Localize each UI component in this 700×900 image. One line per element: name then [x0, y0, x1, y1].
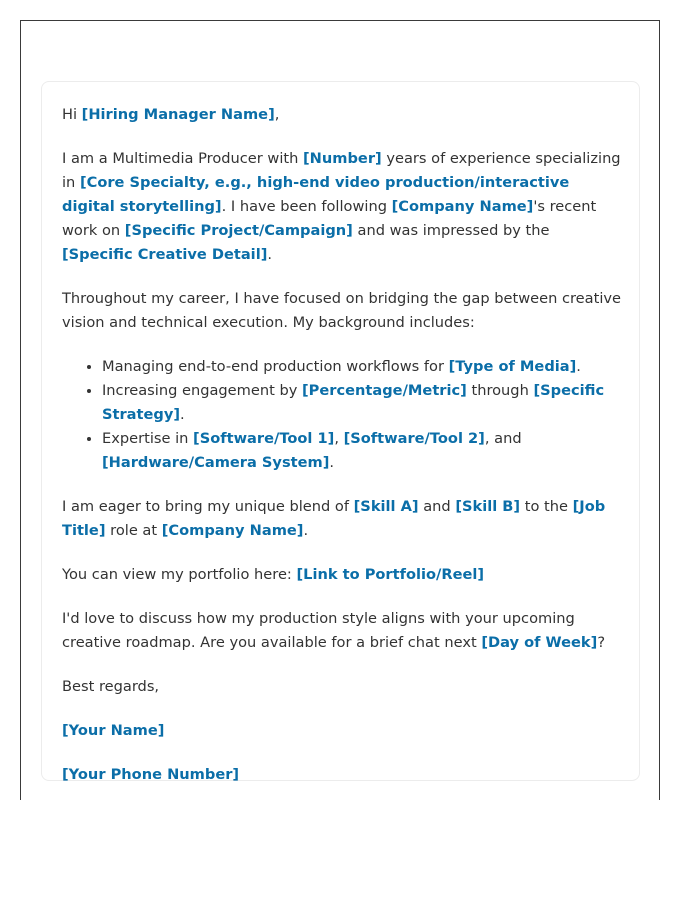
background-paragraph: Throughout my career, I have focused on bridging the gap between creative vision and technical execution. My background includes: [62, 290, 621, 331]
placeholder-skill-b: [Skill B] [455, 498, 521, 515]
placeholder-skill-a: [Skill A] [353, 498, 419, 515]
email-body [62, 103, 622, 807]
closing-text-1: I'd love to discuss how my production style aligns with your upcoming creative roadmap. Are you available for a brief chat next [62, 610, 575, 651]
eager-paragraph [62, 495, 622, 543]
placeholder-your-phone-number: [Your Phone Number] [62, 766, 240, 783]
bullet-1-text-1: Managing end-to-end production workflows for [102, 358, 449, 375]
bullet-2-text-3: . [180, 406, 185, 423]
placeholder-core-specialty: [Core Specialty, e.g., high-end video production/interactive digital storytelling] [62, 174, 570, 215]
greeting-prefix: Hi [62, 106, 82, 123]
placeholder-company-name-2: [Company Name] [161, 522, 304, 539]
placeholder-job-title: [Job Title] [62, 498, 606, 539]
intro-text-2: years of experience specializing in [62, 150, 621, 191]
sign-off: Best regards, [62, 678, 160, 695]
signature-block [62, 675, 622, 787]
closing-paragraph [62, 607, 622, 655]
placeholder-specific-project: [Specific Project/Campaign] [124, 222, 353, 239]
portfolio-paragraph [62, 563, 622, 587]
closing-text-2: ? [597, 634, 606, 651]
intro-text-1: I am a Multimedia Producer with [62, 150, 303, 167]
bullet-3-text-4: . [329, 454, 335, 471]
intro-text-6: . [267, 246, 273, 263]
intro-text-5: and was impressed by the [352, 222, 550, 239]
background-list [62, 355, 622, 475]
eager-text-4: role at [105, 522, 162, 539]
list-item [102, 379, 622, 427]
list-item [102, 427, 622, 475]
eager-text-2: and [418, 498, 456, 515]
placeholder-specific-strategy: [Specific Strategy] [102, 382, 605, 423]
placeholder-portfolio-link: [Link to Portfolio/Reel] [296, 566, 485, 583]
greeting [62, 103, 622, 127]
placeholder-number: [Number] [303, 150, 382, 167]
greeting-suffix: , [274, 106, 280, 123]
bullet-3-text-2: , [334, 430, 344, 447]
placeholder-type-of-media: [Type of Media] [448, 358, 577, 375]
placeholder-company-name: [Company Name] [391, 198, 534, 215]
placeholder-hiring-manager-name: [Hiring Manager Name] [81, 106, 275, 123]
placeholder-your-name: [Your Name] [62, 722, 165, 739]
intro-text-3: . I have been following [221, 198, 392, 215]
intro-paragraph [62, 147, 622, 267]
portfolio-text: You can view my portfolio here: [62, 566, 297, 583]
eager-text-1: I am eager to bring my unique blend of [62, 498, 354, 515]
placeholder-creative-detail: [Specific Creative Detail] [62, 246, 268, 263]
placeholder-software-tool-2: [Software/Tool 2] [343, 430, 485, 447]
placeholder-day-of-week: [Day of Week] [481, 634, 598, 651]
bullet-2-text-2: through [466, 382, 534, 399]
bullet-2-text-1: Increasing engagement by [102, 382, 303, 399]
placeholder-percentage-metric: [Percentage/Metric] [302, 382, 467, 399]
intro-text-4: 's recent work on [62, 198, 597, 239]
placeholder-software-tool-1: [Software/Tool 1] [193, 430, 335, 447]
eager-text-3: to the [520, 498, 573, 515]
eager-text-5: . [303, 522, 309, 539]
bullet-3-text-1: Expertise in [102, 430, 194, 447]
list-item [102, 355, 622, 379]
bullet-3-text-3: , and [484, 430, 522, 447]
bullet-1-text-2: . [576, 358, 581, 375]
placeholder-hardware-camera-system: [Hardware/Camera System] [102, 454, 330, 471]
